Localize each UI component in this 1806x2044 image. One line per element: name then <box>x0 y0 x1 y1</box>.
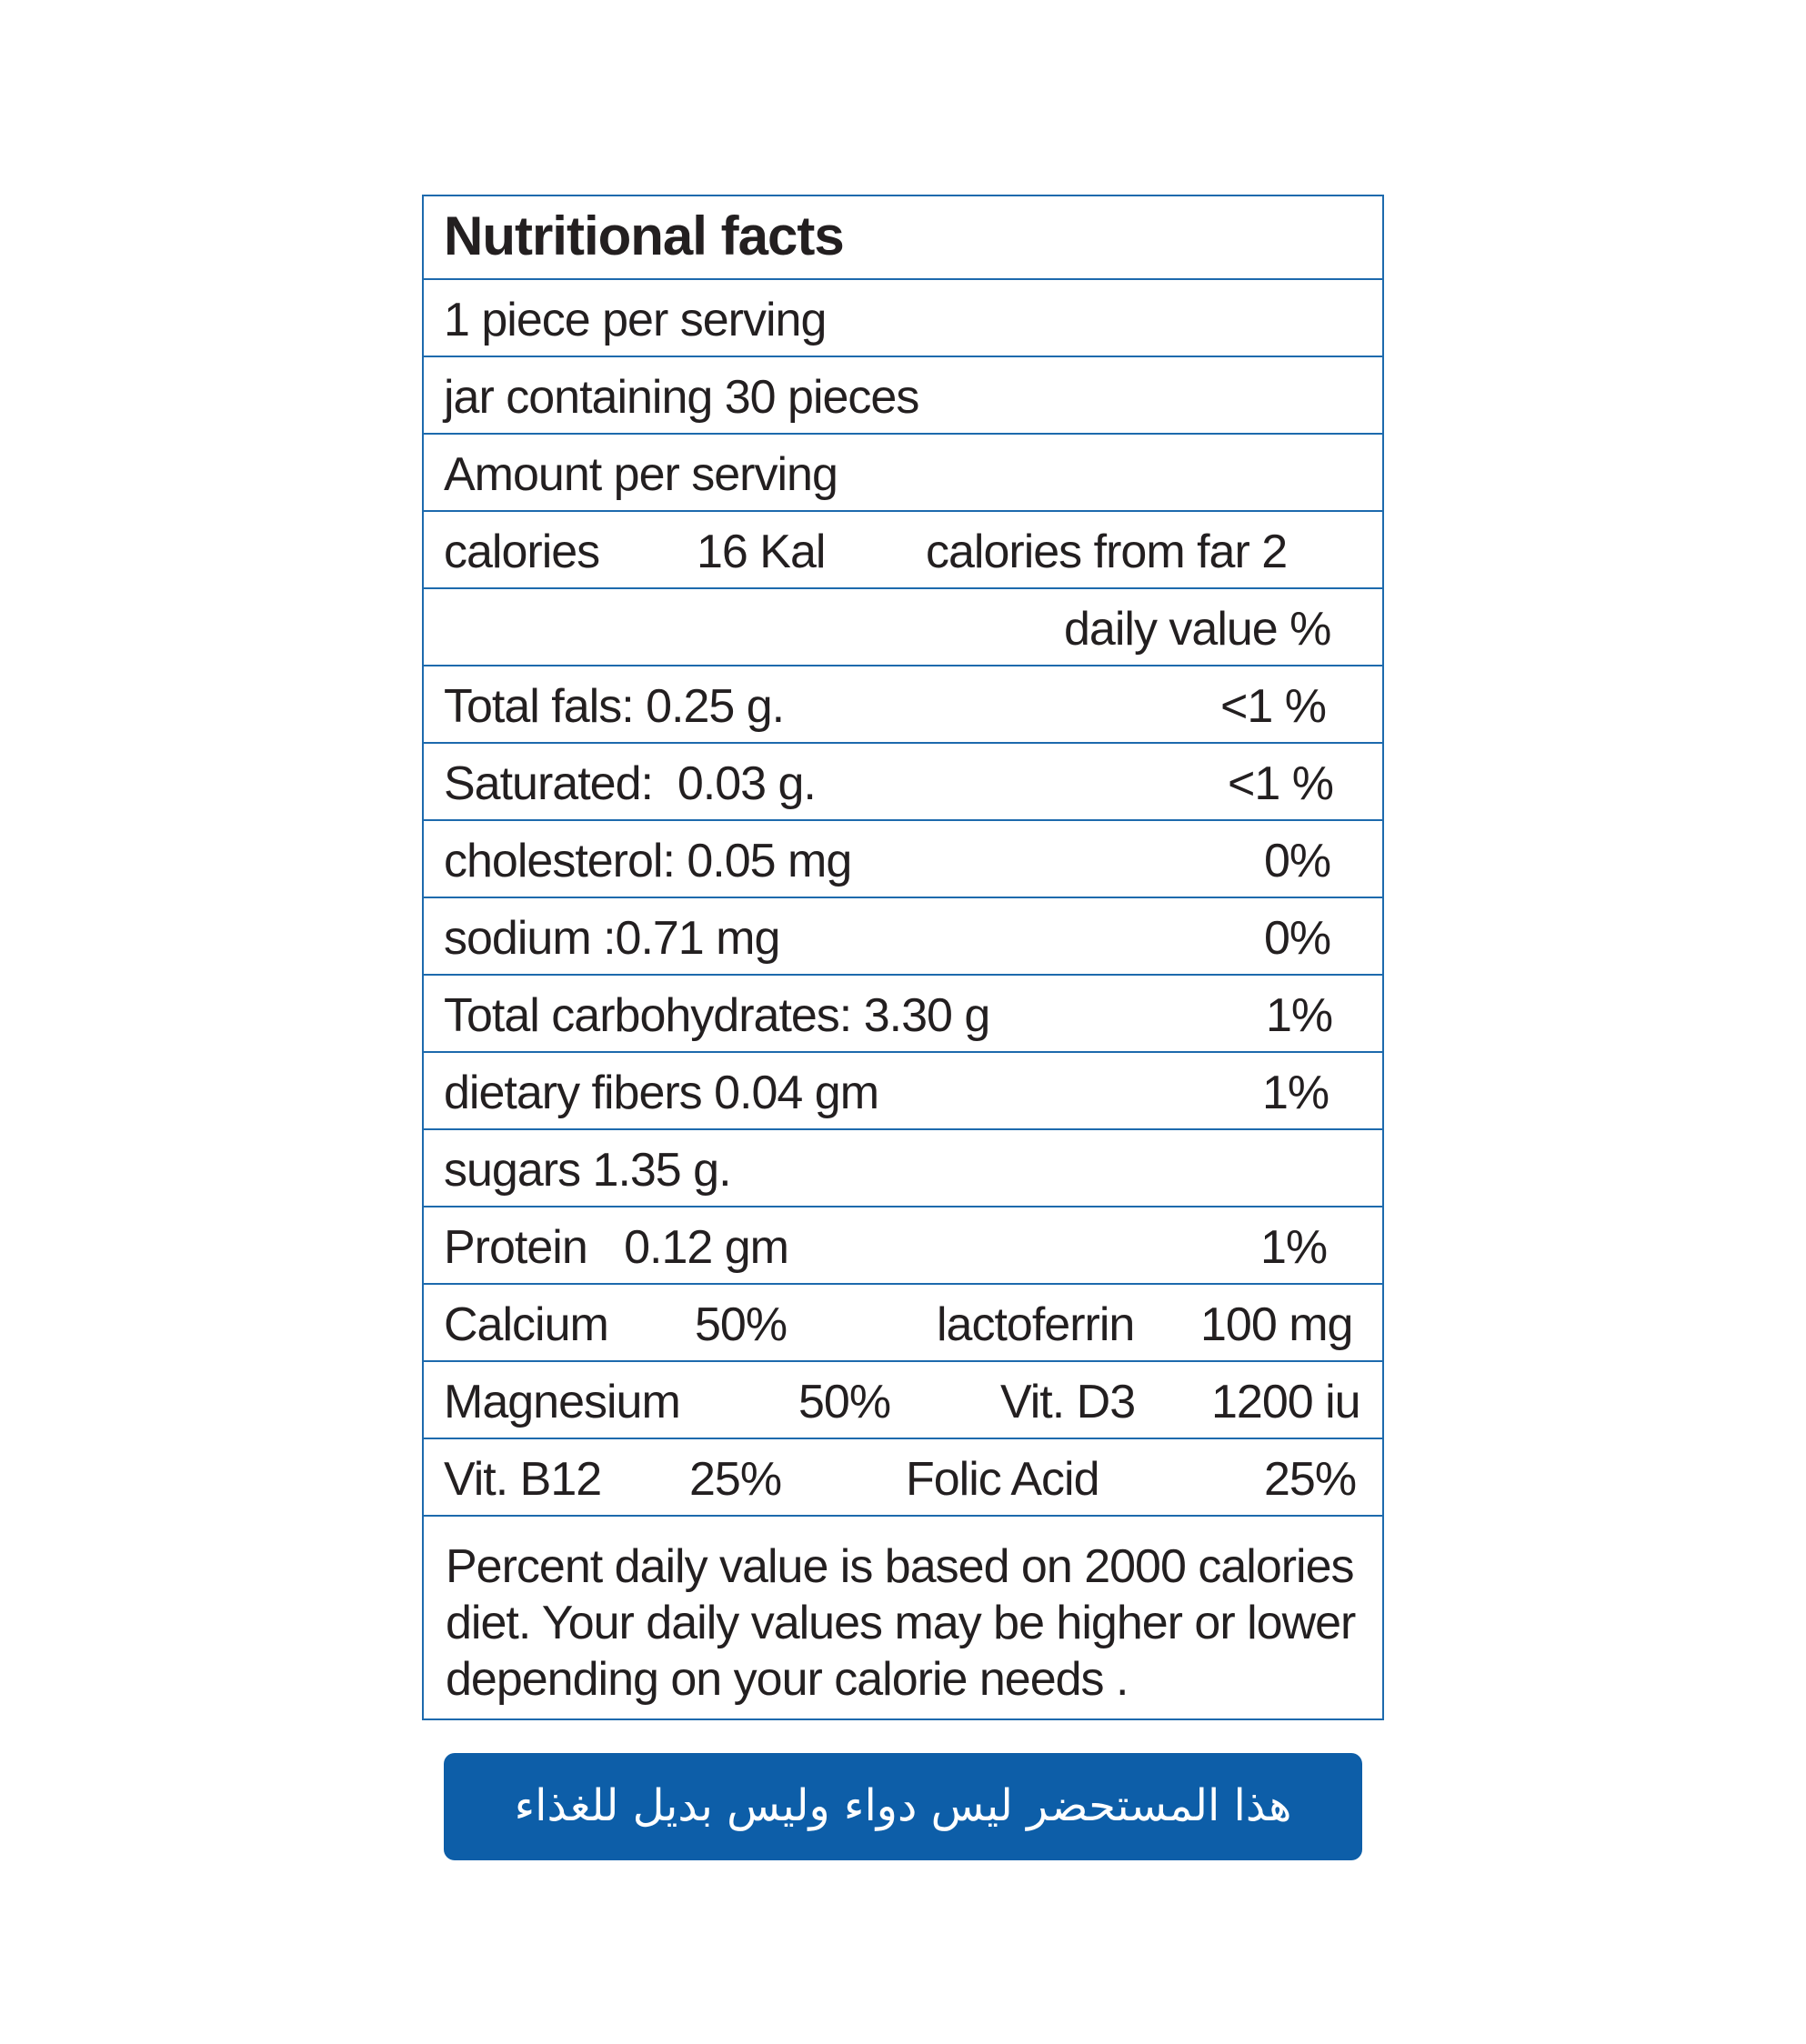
panel-title: Nutritional facts <box>444 205 844 266</box>
mineral-label: Magnesium <box>444 1376 680 1428</box>
footnote: Percent daily value is based on 2000 calories diet. Your daily values may be higher or lower depending on your calorie needs . <box>446 1540 1356 1706</box>
nutrient-text: sodium :0.71 mg <box>444 912 780 965</box>
container-row <box>424 357 1382 435</box>
mineral-label: lactoferrin <box>937 1298 1135 1351</box>
mineral-label: Vit. D3 <box>1000 1376 1136 1428</box>
nutrient-row <box>424 898 1382 976</box>
nutrient-row <box>424 744 1382 821</box>
nutrient-text: Total carbohydrates: 3.30 g <box>444 989 990 1042</box>
mineral-row <box>424 1439 1382 1517</box>
disclaimer-banner <box>444 1753 1362 1860</box>
mineral-value: 25% <box>1264 1453 1357 1506</box>
serving-size: 1 piece per serving <box>444 294 827 346</box>
nutrient-daily-value: 0% <box>1264 912 1331 965</box>
mineral-value: 50% <box>798 1376 891 1428</box>
mineral-row <box>424 1285 1382 1362</box>
amount-per-serving-row <box>424 435 1382 512</box>
container-size: jar containing 30 pieces <box>444 371 919 424</box>
nutrient-daily-value: 1% <box>1262 1067 1329 1119</box>
nutrient-daily-value: <1 % <box>1228 757 1333 810</box>
daily-value-header-row <box>424 589 1382 666</box>
footnote-row <box>424 1517 1382 1718</box>
mineral-value: 1200 iu <box>1211 1376 1360 1428</box>
nutrient-daily-value: 0% <box>1264 835 1331 887</box>
nutrient-row <box>424 666 1382 744</box>
nutrient-text: Saturated: 0.03 g. <box>444 757 816 810</box>
nutrient-text: cholesterol: 0.05 mg <box>444 835 852 887</box>
nutrient-text: dietary fibers 0.04 gm <box>444 1067 879 1119</box>
mineral-value: 25% <box>689 1453 782 1506</box>
nutrient-row <box>424 976 1382 1053</box>
daily-value-header: daily value % <box>1064 603 1331 656</box>
calories-label: calories <box>444 526 600 578</box>
nutrient-text: sugars 1.35 g. <box>444 1144 731 1197</box>
mineral-row <box>424 1362 1382 1439</box>
nutrient-row <box>424 1130 1382 1207</box>
amount-per-serving: Amount per serving <box>444 448 838 501</box>
nutrient-daily-value: <1 % <box>1220 680 1326 733</box>
nutrient-text: Total fals: 0.25 g. <box>444 680 785 733</box>
mineral-label: Calcium <box>444 1298 608 1351</box>
mineral-value: 100 mg <box>1200 1298 1353 1351</box>
nutrient-daily-value: 1% <box>1260 1221 1328 1274</box>
nutrient-daily-value: 1% <box>1266 989 1333 1042</box>
nutrient-row <box>424 1053 1382 1130</box>
nutrient-row <box>424 1207 1382 1285</box>
nutrient-text: Protein 0.12 gm <box>444 1221 788 1274</box>
mineral-label: Vit. B12 <box>444 1453 602 1506</box>
nutrient-row <box>424 821 1382 898</box>
calories-from-fat: calories from far 2 <box>926 526 1288 578</box>
title-row <box>424 196 1382 280</box>
mineral-label: Folic Acid <box>906 1453 1099 1506</box>
calories-value: 16 Kal <box>697 526 826 578</box>
serving-size-row <box>424 280 1382 357</box>
nutrition-facts-panel <box>422 195 1384 1720</box>
mineral-value: 50% <box>695 1298 788 1351</box>
disclaimer-text: هذا المستحضر ليس دواء وليس بديل للغذاء <box>514 1780 1292 1831</box>
calories-row <box>424 512 1382 589</box>
